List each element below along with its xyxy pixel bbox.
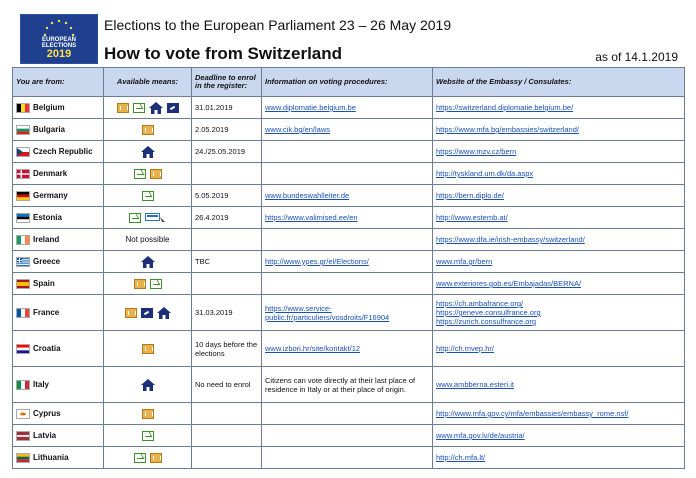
- home-icon: [141, 146, 155, 158]
- country-cell: [13, 403, 104, 425]
- deadline-cell: [192, 229, 262, 251]
- info-link[interactable]: http://www.ypes.gr/el/Elections/: [265, 257, 369, 266]
- deadline-cell: 5.05.2019: [192, 185, 262, 207]
- website-cell: [433, 119, 685, 141]
- means-cell: [104, 141, 192, 163]
- table-row: [13, 185, 685, 207]
- info-link[interactable]: www.cik.bg/en/laws: [265, 125, 331, 134]
- deadline-cell: TBC: [192, 251, 262, 273]
- flag-icon: [16, 213, 33, 222]
- table-row: [13, 141, 685, 163]
- flag-icon: [16, 147, 33, 156]
- embassy-link[interactable]: www.mfa.gov.lv/de/austria/: [436, 431, 525, 440]
- mail-icon: [133, 103, 145, 113]
- deadline-cell: 2.05.2019: [192, 119, 262, 141]
- logo-year: 2019: [46, 48, 72, 60]
- info-cell: [262, 141, 433, 163]
- website-cell: [433, 425, 685, 447]
- header-country: You are from:: [13, 68, 104, 97]
- deadline-cell: 31.03.2019: [192, 295, 262, 331]
- country-cell: [13, 447, 104, 469]
- country-name: Germany: [33, 190, 68, 200]
- country-name: Italy: [33, 379, 50, 389]
- proxy-icon: [167, 103, 179, 113]
- info-cell: [262, 403, 433, 425]
- embassy-icon: [117, 103, 129, 113]
- info-link[interactable]: www.bundeswahlleiter.de: [265, 191, 350, 200]
- country-name: Ireland: [33, 234, 60, 244]
- website-cell: [433, 367, 685, 403]
- website-cell: [433, 403, 685, 425]
- flag-icon: [16, 431, 33, 440]
- embassy-link[interactable]: www.mfa.gr/bern: [436, 257, 493, 266]
- country-cell: [13, 141, 104, 163]
- embassy-link[interactable]: http://ch.mvep.hr/: [436, 344, 494, 353]
- flag-icon: [16, 235, 33, 244]
- country-cell: [13, 425, 104, 447]
- country-name: Denmark: [33, 168, 68, 178]
- embassy-icon: [142, 125, 154, 135]
- means-cell: [104, 97, 192, 119]
- table-row: [13, 447, 685, 469]
- means-cell: [104, 367, 192, 403]
- website-cell: [433, 273, 685, 295]
- deadline-cell: [192, 163, 262, 185]
- home-icon: [141, 379, 155, 391]
- country-cell: [13, 163, 104, 185]
- table-row: [13, 403, 685, 425]
- embassy-link[interactable]: www.ambberna.esteri.it: [436, 380, 514, 389]
- mail-icon: [134, 453, 146, 463]
- mail-icon: [142, 191, 154, 201]
- embassy-link[interactable]: http://ch.mfa.lt/: [436, 453, 486, 462]
- country-cell: [13, 251, 104, 273]
- embassy-link[interactable]: https://www.mfa.bg/embassies/switzerland/: [436, 125, 579, 134]
- country-cell: [13, 367, 104, 403]
- home-icon: [149, 102, 163, 114]
- info-cell: [262, 251, 433, 273]
- european-elections-2019-logo: [20, 14, 98, 64]
- info-text: Citizens can vote directly at their last place of residence in Italy or at their place of origin.: [265, 375, 416, 394]
- deadline-cell: 24./25.05.2019: [192, 141, 262, 163]
- means-cell: [104, 447, 192, 469]
- info-cell: [262, 273, 433, 295]
- country-cell: [13, 229, 104, 251]
- embassy-icon: [142, 344, 154, 354]
- proxy-icon: [141, 308, 153, 318]
- info-cell: [262, 163, 433, 185]
- means-cell: [104, 163, 192, 185]
- table-row: [13, 163, 685, 185]
- info-cell: [262, 425, 433, 447]
- embassy-link[interactable]: https://ch.ambafrance.org/: [436, 299, 524, 308]
- info-cell: [262, 185, 433, 207]
- embassy-link[interactable]: http://tyskland.um.dk/da.aspx: [436, 169, 534, 178]
- flag-icon: [16, 380, 33, 389]
- website-cell: [433, 331, 685, 367]
- page-title: How to vote from Switzerland: [104, 44, 343, 63]
- deadline-cell: [192, 425, 262, 447]
- means-cell: [104, 185, 192, 207]
- info-cell: [262, 97, 433, 119]
- header-info: Information on voting procedures:: [262, 68, 433, 97]
- means-cell: [104, 229, 192, 251]
- flag-icon: [16, 125, 33, 134]
- country-cell: [13, 273, 104, 295]
- country-name: Czech Republic: [33, 146, 93, 156]
- not-possible-text: Not possible: [125, 235, 170, 244]
- embassy-link[interactable]: https://bern.diplo.de/: [436, 191, 504, 200]
- website-cell: [433, 141, 685, 163]
- deadline-cell: [192, 403, 262, 425]
- country-name: Greece: [33, 256, 61, 266]
- embassy-link[interactable]: https://www.dfa.ie/irish-embassy/switzerland/: [436, 235, 585, 244]
- embassy-link[interactable]: http://www.estemb.at/: [436, 213, 508, 222]
- embassy-link[interactable]: www.exteriores.gob.es/Embajadas/BERNA/: [436, 279, 582, 288]
- table-row: [13, 251, 685, 273]
- deadline-cell: [192, 273, 262, 295]
- deadline-cell: 10 days before the elections: [192, 331, 262, 367]
- deadline-cell: 31.01.2019: [192, 97, 262, 119]
- website-cell: [433, 295, 685, 331]
- table-row: [13, 229, 685, 251]
- country-name: Spain: [33, 278, 55, 288]
- flag-icon: [16, 257, 33, 266]
- flag-icon: [16, 279, 33, 288]
- header-deadline: Deadline to enrol in the register:: [192, 68, 262, 97]
- embassy-link[interactable]: https://switzerland.diplomatie.belgium.be/: [436, 103, 574, 112]
- country-name: Bulgaria: [33, 124, 66, 134]
- embassy-icon: [125, 308, 137, 318]
- embassy-link[interactable]: https://www.mzv.cz/bern: [436, 147, 517, 156]
- country-cell: [13, 97, 104, 119]
- embassy-icon: [142, 409, 154, 419]
- embassy-icon: [134, 279, 146, 289]
- country-cell: [13, 295, 104, 331]
- country-name: Latvia: [33, 430, 57, 440]
- embassy-link[interactable]: http://www.mfa.gov.cy/mfa/embassies/embassy_rome.nsf/: [436, 409, 629, 418]
- deadline-cell: 26.4.2019: [192, 207, 262, 229]
- header-website: Website of the Embassy / Consulates:: [433, 68, 685, 97]
- info-cell: [262, 367, 433, 403]
- table-row: [13, 331, 685, 367]
- country-name: Cyprus: [33, 408, 61, 418]
- mail-icon: [142, 431, 154, 441]
- country-cell: [13, 185, 104, 207]
- info-cell: [262, 447, 433, 469]
- table-row: [13, 207, 685, 229]
- means-cell: [104, 119, 192, 141]
- page-subtitle: Elections to the European Parliament 23 – 26 May 2019: [104, 17, 452, 33]
- website-cell: [433, 97, 685, 119]
- home-icon: [141, 256, 155, 268]
- table-row: [13, 367, 685, 403]
- means-cell: [104, 425, 192, 447]
- table-row: [13, 119, 685, 141]
- country-cell: [13, 207, 104, 229]
- flag-icon: [16, 453, 33, 462]
- header-means: Available means:: [104, 68, 192, 97]
- country-cell: [13, 119, 104, 141]
- home-icon: [157, 307, 171, 319]
- website-cell: [433, 251, 685, 273]
- flag-icon: [16, 308, 33, 317]
- means-cell: [104, 331, 192, 367]
- country-name: France: [33, 307, 60, 317]
- deadline-cell: [192, 447, 262, 469]
- embassy-icon: [150, 169, 162, 179]
- mail-icon: [150, 279, 162, 289]
- info-link[interactable]: www.diplomatie.belgium.be: [265, 103, 356, 112]
- means-cell: [104, 273, 192, 295]
- embassy-link[interactable]: https://geneve.consulfrance.org: [436, 308, 541, 317]
- website-cell: [433, 207, 685, 229]
- info-cell: [262, 295, 433, 331]
- table-row: [13, 295, 685, 331]
- means-cell: [104, 251, 192, 273]
- deadline-cell: No need to enrol: [192, 367, 262, 403]
- website-cell: [433, 163, 685, 185]
- flag-icon: [16, 169, 33, 178]
- website-cell: [433, 185, 685, 207]
- means-cell: [104, 295, 192, 331]
- embassy-icon: [150, 453, 162, 463]
- info-cell: [262, 207, 433, 229]
- country-name: Estonia: [33, 212, 62, 222]
- table-header-row: [13, 68, 685, 97]
- means-cell: [104, 207, 192, 229]
- country-name: Croatia: [33, 343, 61, 353]
- info-link[interactable]: https://www.service-public.fr/particuliers/vosdroits/F16904: [265, 303, 390, 322]
- as-of-date: as of 14.1.2019: [595, 50, 678, 64]
- table-row: [13, 97, 685, 119]
- info-cell: [262, 119, 433, 141]
- website-cell: [433, 229, 685, 251]
- voting-table: [12, 67, 685, 469]
- info-cell: [262, 331, 433, 367]
- flag-icon: [16, 103, 33, 112]
- means-cell: [104, 403, 192, 425]
- mail-icon: [134, 169, 146, 179]
- flag-icon: [16, 409, 33, 418]
- country-name: Lithuania: [33, 452, 69, 462]
- table-row: [13, 425, 685, 447]
- info-cell: [262, 229, 433, 251]
- country-name: Belgium: [33, 102, 65, 112]
- mail-icon: [129, 213, 141, 223]
- table-row: [13, 273, 685, 295]
- evote-icon: [145, 213, 167, 223]
- embassy-link[interactable]: https://zurich.consulfrance.org: [436, 317, 537, 326]
- country-cell: [13, 331, 104, 367]
- info-link[interactable]: https://www.valimised.ee/en: [265, 213, 358, 222]
- info-link[interactable]: www.izbori.hr/site/kontakt/12: [265, 344, 361, 353]
- website-cell: [433, 447, 685, 469]
- logo-text: EUROPEAN ELECTIONS: [41, 37, 77, 49]
- flag-icon: [16, 344, 33, 353]
- flag-icon: [16, 191, 33, 200]
